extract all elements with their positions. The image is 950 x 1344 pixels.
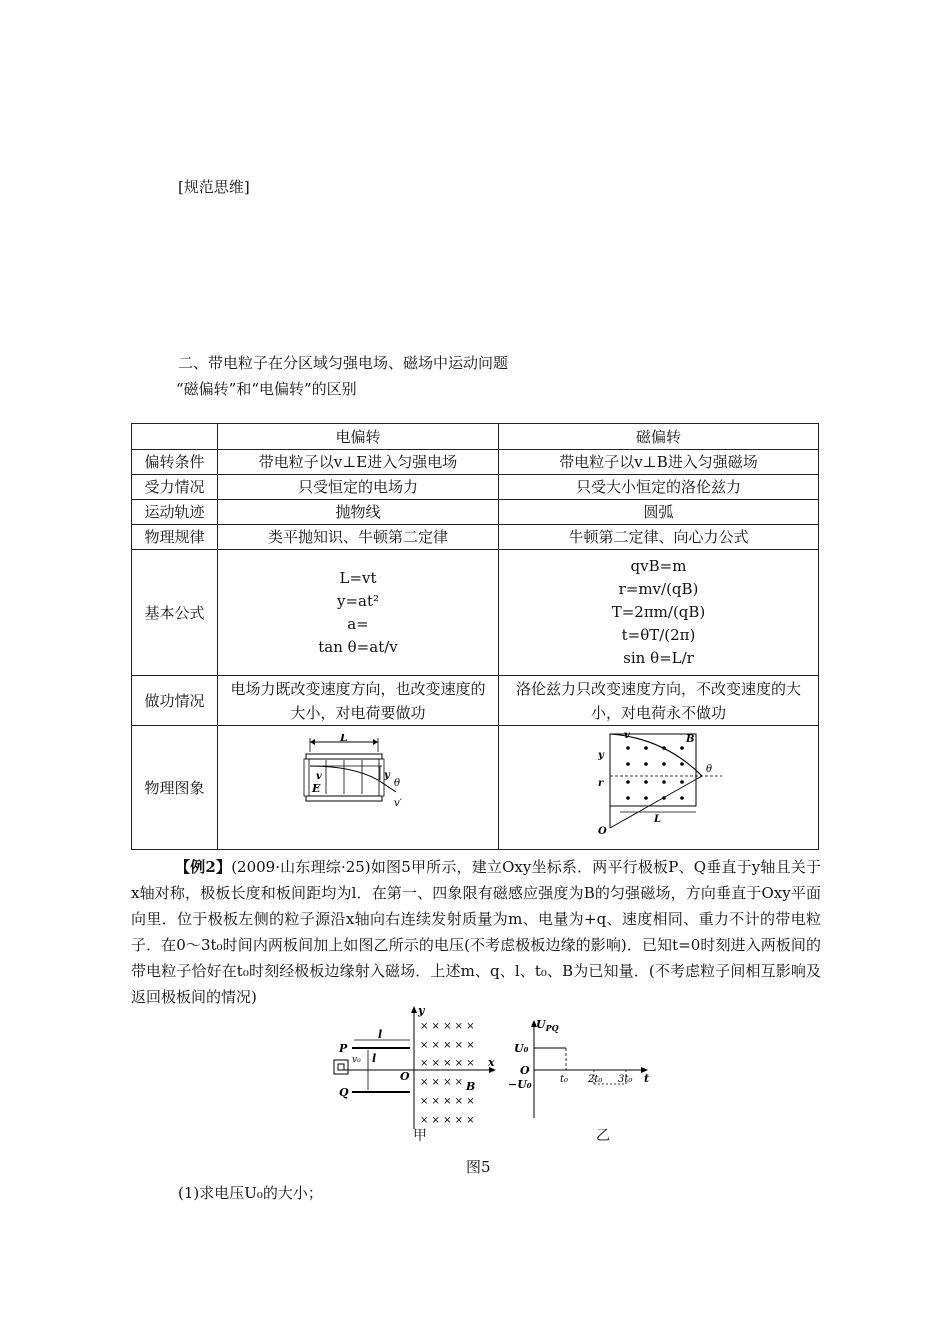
jia-label-l1: l (378, 1028, 383, 1041)
question-1: (1)求电压U₀的大小； (178, 1184, 323, 1202)
comparison-table (131, 423, 819, 850)
figure5-caption: 图5 (466, 1158, 491, 1176)
formula-line: r=mv/(qB) (618, 580, 699, 598)
jia-label-x: x (488, 1056, 495, 1069)
table-header-row (132, 424, 819, 450)
svg-text:× × × × ×: × × × × × (420, 1096, 475, 1107)
magnetic-cell: 圆弧 (499, 500, 819, 525)
fig-label-theta: θ (394, 778, 401, 789)
magnetic-figure-cell (499, 726, 819, 850)
magnetic-cell: 带电粒子以v⊥B进入匀强磁场 (499, 450, 819, 475)
fig-label-v: v (623, 730, 630, 741)
electric-cell: 抛物线 (218, 500, 499, 525)
work-row (132, 676, 819, 726)
header-cell: 电偏转 (218, 424, 499, 450)
row-label: 受力情况 (132, 475, 218, 500)
fig-label-theta: θ (705, 764, 712, 775)
example-tag: 【例2】 (175, 858, 232, 876)
row-label: 运动轨迹 (132, 500, 218, 525)
example-text: (2009·山东理综·25)如图5甲所示，建立Oxy坐标系．两平行极板P、Q垂直于y轴且关于x轴对称，极板长度和板间距均为l．在第一、四象限有磁感应强度为B的匀强磁场，方向垂直于Oxy平面向里．位于极板左侧的粒子源沿x轴向右连续发射质量为m、电量为+q、速度相同、重力不计的带电粒子．在0～3t₀时间内两板间加上如图乙所示的电压(不考虑极板边缘的影响)．已知t=0时刻进入两板间的带电粒子恰好在t₀时刻经极板边缘射入磁场．上述m、q、l、t₀、B为已知量．(不考虑粒子间相互影响及返回极板间的情况) (131, 858, 821, 1006)
yi-label-3t0: 3t₀ (618, 1074, 633, 1085)
magnetic-cell: 牛顿第二定律、向心力公式 (499, 525, 819, 550)
svg-text:× × × × ×: × × × × × (420, 1115, 475, 1126)
figure5-jia (330, 1004, 500, 1144)
yi-label-O: O (520, 1064, 530, 1077)
yi-label-U0: U₀ (514, 1042, 529, 1055)
yi-label-negU0: −U₀ (508, 1078, 532, 1091)
yi-label-2t0: 2t₀ (588, 1074, 603, 1085)
row-label: 物理图象 (132, 726, 218, 850)
fig-label-vprime: v′ (394, 798, 402, 809)
row-label: 基本公式 (132, 550, 218, 676)
jia-label-v0: v₀ (352, 1055, 361, 1065)
jia-label-y: y (418, 1004, 425, 1017)
row-label: 做功情况 (132, 676, 218, 726)
formula-line: qvB=m (630, 557, 687, 575)
image-row (132, 726, 819, 850)
table-row (132, 500, 819, 525)
row-label: 偏转条件 (132, 450, 218, 475)
electric-cell: 带电粒子以v⊥E进入匀强电场 (218, 450, 499, 475)
figure5-yi-label: 乙 (596, 1128, 610, 1144)
fig-label-v: v (316, 771, 322, 782)
fig-label-L: L (340, 734, 348, 744)
svg-text:× × × × ×: × × × × × (420, 1040, 475, 1051)
yi-U-main: U (536, 1018, 546, 1031)
jia-label-O: O (400, 1070, 410, 1083)
formula-line: a= (347, 614, 369, 633)
example-2 (131, 854, 821, 1010)
svg-text:× × × ×: × × × × (420, 1077, 464, 1088)
fig-label-B: B (685, 734, 694, 745)
electric-figure-cell (218, 726, 499, 850)
figure5-yi (508, 1018, 658, 1128)
formula-line: L=vt (339, 568, 377, 587)
fig-label-y: y (597, 750, 604, 761)
electric-deflection-figure (298, 734, 418, 834)
row-label: 物理规律 (132, 525, 218, 550)
fig-label-L: L (653, 814, 661, 825)
jia-label-l2: l (372, 1052, 377, 1065)
electric-cell: 类平抛知识、牛顿第二定律 (218, 525, 499, 550)
svg-text:× × × × ×: × × × × × (420, 1021, 475, 1032)
electric-formulas (218, 550, 499, 676)
formula-line: sin θ=L/r (623, 649, 694, 667)
yi-label-t0: t₀ (560, 1074, 569, 1085)
jia-label-P: P (339, 1042, 348, 1055)
formula-line: t=θT/(2π) (621, 626, 696, 644)
yi-label-U (536, 1018, 559, 1033)
jia-label-Q: Q (339, 1086, 349, 1099)
jia-label-B: B (466, 1080, 476, 1093)
table-row (132, 450, 819, 475)
section-subheading: “磁偏转”和“电偏转”的区别 (176, 380, 357, 398)
electric-cell: 只受恒定的电场力 (218, 475, 499, 500)
svg-text:× × × × ×: × × × × × (420, 1058, 475, 1069)
table-row (132, 475, 819, 500)
header-cell (132, 424, 218, 450)
fig-label-O: O (597, 826, 607, 837)
section-heading: 二、带电粒子在分区域匀强电场、磁场中运动问题 (178, 354, 509, 372)
formula-line: y=at² (336, 591, 380, 610)
figure5-jia-label: 甲 (413, 1128, 427, 1144)
magnetic-cell: 只受大小恒定的洛伦兹力 (499, 475, 819, 500)
fig-label-y: y (384, 770, 390, 781)
formula-line: tan θ=at/v (318, 637, 398, 656)
formula-row (132, 550, 819, 676)
formula-line: T=2πm/(qB) (611, 603, 706, 621)
yi-U-sub: PQ (545, 1023, 559, 1033)
table-row (132, 525, 819, 550)
header-cell: 磁偏转 (499, 424, 819, 450)
magnetic-deflection-figure (594, 728, 724, 840)
fig-label-E: E (312, 782, 321, 795)
magnetic-cell: 洛伦兹力只改变速度方向，不改变速度的大小，对电荷永不做功 (499, 676, 819, 726)
yi-label-t: t (644, 1072, 650, 1085)
fig-label-r: r (597, 778, 603, 789)
magnetic-formulas (499, 550, 819, 676)
norm-thinking-label: [规范思维] (178, 178, 250, 196)
electric-cell: 电场力既改变速度方向，也改变速度的大小，对电荷要做功 (218, 676, 499, 726)
